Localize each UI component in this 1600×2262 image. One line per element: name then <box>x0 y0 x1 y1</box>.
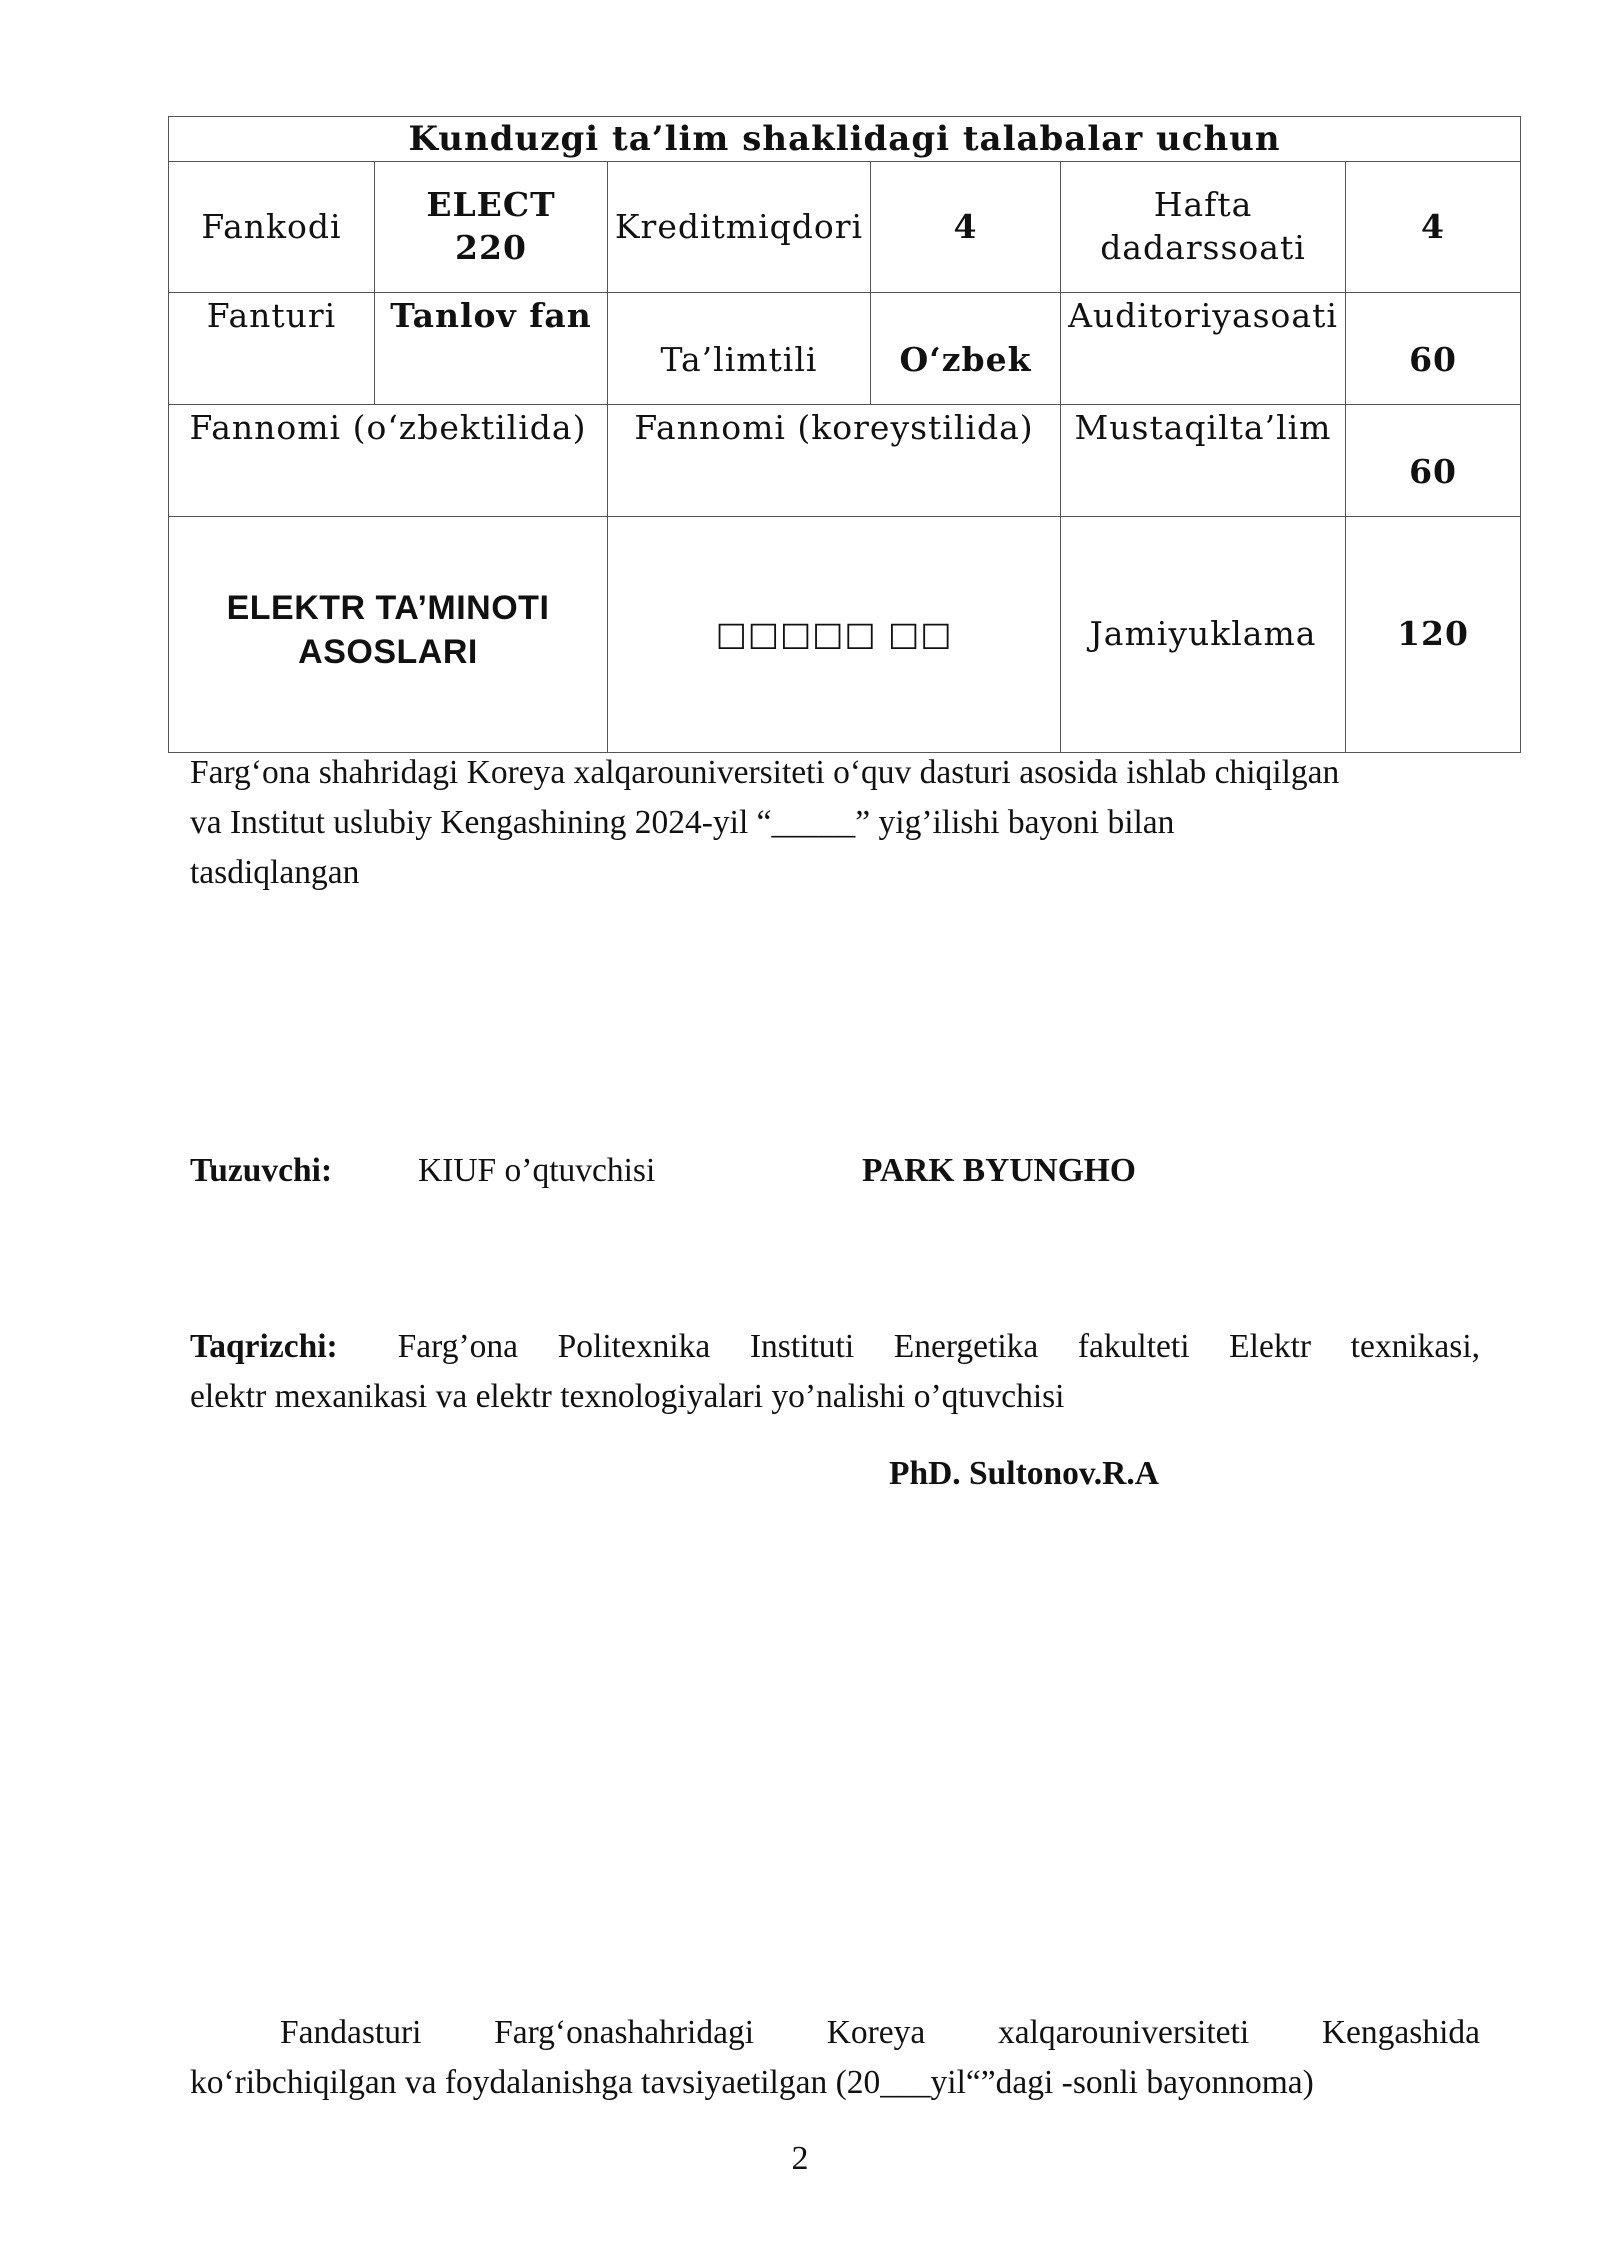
course-name-uz-value <box>169 517 608 753</box>
credit-value: 4 <box>871 162 1061 293</box>
auditorium-hours-value: 60 <box>1346 293 1521 405</box>
independent-study-label: Mustaqilta’lim <box>1061 405 1346 517</box>
course-type-label: Fanturi <box>169 293 375 405</box>
course-code-part-1: ELECT <box>426 185 556 225</box>
language-label: Ta’limtili <box>608 293 871 405</box>
reviewer-affiliation-1: Farg’ona Politexnika Instituti Energetika fakulteti Elektr texnikasi, <box>397 1328 1480 1365</box>
weekly-hours-label-line-2: dadarssoati <box>1100 228 1306 268</box>
author-label: Tuzuvchi: <box>190 1152 333 1189</box>
course-code-part-2: 220 <box>455 228 527 268</box>
reviewer-line-2: elektr mexanikasi va elektr texnologiyalari yo’nalishi o’qtuvchisi <box>190 1378 1065 1415</box>
council-note-line-1: Fandasturi Farg‘onashahridagi Koreya xalqarouniversiteti Kengashida <box>280 2014 1480 2051</box>
course-code-value <box>375 162 608 293</box>
weekly-hours-label-line-1: Hafta <box>1153 185 1253 225</box>
council-note <box>190 2008 1480 2108</box>
approval-line-3: tasdiqlangan <box>190 854 360 891</box>
course-name-ko-value: □□□□□ □□ <box>608 517 1061 753</box>
council-note-line-2: ko‘ribchiqilgan va foydalanishga tavsiyaetilgan (20___yil“”dagi -sonli bayonnoma) <box>190 2064 1314 2101</box>
table-heading: Kunduzgi ta’lim shaklidagi talabalar uchun <box>169 117 1521 162</box>
reviewer-line-1 <box>190 1322 1480 1372</box>
language-value: O‘zbek <box>871 293 1061 405</box>
course-name-uz-line-2: ASOSLARI <box>298 632 478 671</box>
course-type-value: Tanlov fan <box>375 293 608 405</box>
course-info-table <box>168 116 1521 753</box>
auditorium-hours-label: Auditoriyasoati <box>1061 293 1346 405</box>
total-load-value: 120 <box>1346 517 1521 753</box>
author-name: PARK BYUNGHO <box>862 1152 1136 1189</box>
approval-line-1: Farg‘ona shahridagi Koreya xalqarouniversiteti o‘quv dasturi asosida ishlab chiqilgan <box>190 754 1340 791</box>
page-number: 2 <box>791 2140 809 2177</box>
weekly-hours-value: 4 <box>1346 162 1521 293</box>
weekly-hours-label <box>1061 162 1346 293</box>
course-name-uz-line-1: ELEKTR TA’MINOTI <box>226 588 550 627</box>
approval-line-2: va Institut uslubiy Kengashining 2024-yil “_____” yig’ilishi bayoni bilan <box>190 804 1175 841</box>
reviewer-label: Taqrizchi: <box>190 1328 338 1365</box>
course-code-label: Fankodi <box>169 162 375 293</box>
course-name-uz-label: Fannomi (o‘zbektilida) <box>169 405 608 517</box>
reviewer-block <box>190 1322 1480 1422</box>
credit-label: Kreditmiqdori <box>608 162 871 293</box>
author-role: KIUF o’qtuvchisi <box>418 1152 656 1189</box>
reviewer-name: PhD. Sultonov.R.A <box>889 1455 1159 1492</box>
total-load-label: Jamiyuklama <box>1061 517 1346 753</box>
independent-study-value: 60 <box>1346 405 1521 517</box>
approval-paragraph <box>190 748 1490 898</box>
course-name-ko-label: Fannomi (koreystilida) <box>608 405 1061 517</box>
